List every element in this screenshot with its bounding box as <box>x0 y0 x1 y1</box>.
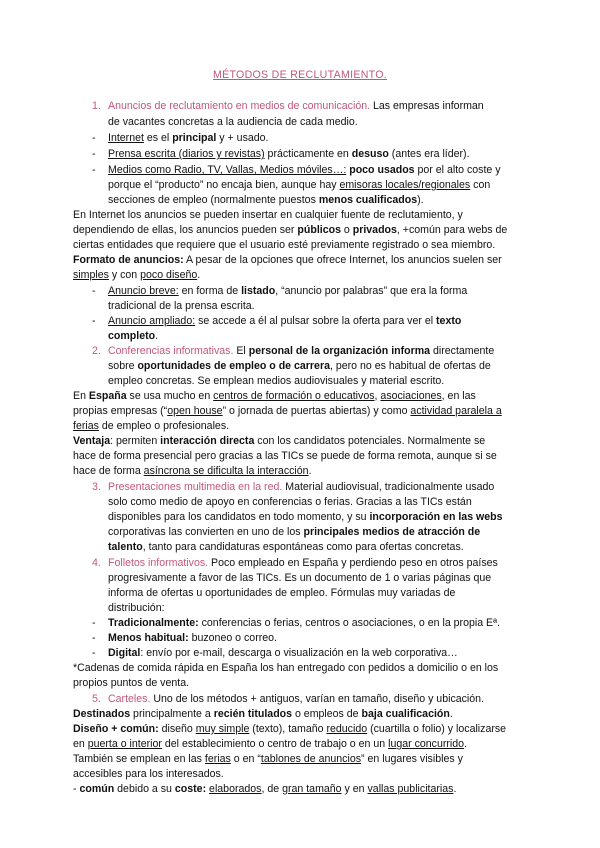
text: en <box>73 738 88 750</box>
text: o empleos de <box>292 708 362 720</box>
section-4-line-1 <box>108 556 498 571</box>
text: . <box>449 708 453 720</box>
text: tablones de anuncios <box>260 753 362 765</box>
text: Tradicionalmente: <box>108 617 199 629</box>
text: poco diseño <box>140 269 198 281</box>
text: buzoneo o correo. <box>188 632 277 644</box>
bullet-medios-line-2 <box>108 178 490 193</box>
text: desuso <box>351 148 389 160</box>
text: muy simple <box>195 723 250 735</box>
tambien-line-1 <box>73 752 463 767</box>
formato-line-2 <box>73 268 200 283</box>
text: prácticamente en <box>264 148 352 160</box>
text: : envío por e-mail, descarga o visualización en la web corporativa… <box>140 647 458 659</box>
internet-para-line-3: ciertas entidades que requiere que el usuario esté previamente registrado o sea miembro. <box>73 239 496 251</box>
text: lugar concurrido <box>388 738 465 750</box>
text: Las empresas informan <box>370 100 484 112</box>
anuncio-ampliado-line-2 <box>108 329 158 344</box>
text: dependiendo de ellas, los anuncios pueden ser <box>73 224 298 236</box>
text: . <box>453 783 457 795</box>
internet-para-line-2 <box>73 223 507 238</box>
text: propias empresas (“ <box>73 405 168 417</box>
section-2-line-2 <box>108 359 491 374</box>
anuncio-breve-line-2: tradicional de la prensa escrita. <box>108 300 255 312</box>
tambien-line-2: accesibles para los interesados. <box>73 768 224 780</box>
page-title: MÉTODOS DE RECLUTAMIENTO. <box>212 69 388 81</box>
text: , en las <box>441 390 476 402</box>
text: común <box>79 783 115 795</box>
bullet-dash: - <box>92 132 96 144</box>
section-4-line-4: distribución: <box>108 602 165 614</box>
text: Poco empleado en España y perdiendo peso en otros países <box>208 557 498 569</box>
text: (cuartilla o folio) y localizarse <box>367 723 507 735</box>
text: ferias <box>73 420 99 432</box>
text: oportunidades de empleo o de carrera <box>137 360 330 372</box>
text: recién titulados <box>213 708 293 720</box>
section-3-line-5 <box>108 540 464 555</box>
bullet-digital <box>108 646 458 661</box>
text: sobre <box>108 360 138 372</box>
text: , “anuncio por palabras” que era la forma <box>275 285 468 297</box>
text: se accede a él al pulsar sobre la oferta para ver el <box>195 315 437 327</box>
diseno-line-2 <box>73 737 467 752</box>
text: Ventaja <box>73 435 111 447</box>
text: Formato de anuncios: <box>73 254 184 266</box>
text: se usa mucho en <box>126 390 214 402</box>
text: . <box>308 465 312 477</box>
espana-line-2 <box>73 404 502 419</box>
bullet-dash: - <box>92 632 96 644</box>
text: open house <box>167 405 223 417</box>
text: En <box>73 390 89 402</box>
text: (texto), tamaño <box>249 723 327 735</box>
text: porque el “producto” no encaja bien, aunque hay <box>108 179 340 191</box>
text: es el <box>143 132 173 144</box>
text: baja cualificación <box>361 708 450 720</box>
text: coste: <box>174 783 207 795</box>
anuncio-ampliado-line-1 <box>108 314 461 329</box>
bullet-dash: - <box>92 617 96 629</box>
section-3-line-4 <box>108 525 480 540</box>
text: Anuncio breve: <box>108 285 179 297</box>
internet-para-line-1: En Internet los anuncios se pueden insertar en cualquier fuente de reclutamiento, y <box>73 209 463 221</box>
text: en forma de <box>178 285 242 297</box>
text: disponibles para los candidatos en todo momento, y su <box>108 511 370 523</box>
text: : permiten <box>110 435 161 447</box>
text: Internet <box>108 132 144 144</box>
text: reducido <box>326 723 368 735</box>
bullet-tradicionalmente <box>108 616 500 631</box>
section-4-line-3: informa de ofertas u oportunidades de empleo. Fórmulas muy variadas de <box>108 587 456 599</box>
text: diseño <box>158 723 196 735</box>
section-2-number: 2. <box>92 345 101 357</box>
text: Digital <box>108 647 141 659</box>
text: Uno de los métodos + antiguos, varían en tamaño, diseño y ubicación. <box>150 693 485 705</box>
text: menos cualificados <box>318 194 418 206</box>
text: principalmente a <box>130 708 214 720</box>
text: - <box>73 783 80 795</box>
text: talento <box>108 541 143 553</box>
text: simples <box>73 269 109 281</box>
text: . <box>155 330 159 342</box>
bullet-dash: - <box>92 285 96 297</box>
text: centros de formación o educativos <box>213 390 375 402</box>
bullet-dash: - <box>92 148 96 160</box>
text: Material audiovisual, tradicionalmente usado <box>282 481 495 493</box>
text: de empleo o profesionales. <box>98 420 230 432</box>
section-5-number: 5. <box>92 693 101 705</box>
text: , pero no es habitual de ofertas de <box>329 360 491 372</box>
text: Medios como Radio, TV, Vallas, Medios móviles…: <box>108 164 347 176</box>
text: , <box>374 390 381 402</box>
comun-line <box>73 782 456 797</box>
section-2-line-3: empleo concretas. Se emplean medios audiovisuales y material escrito. <box>108 375 445 387</box>
section-4-line-2: progresivamente a favor de las TICs. Es un documento de 1 o varias páginas que <box>108 572 492 584</box>
text: ” en lugares visibles y <box>361 753 463 765</box>
text: A pesar de la opciones que ofrece Internet, los anuncios suelen ser <box>183 254 502 266</box>
anuncio-breve-line-1 <box>108 284 467 299</box>
formato-line-1 <box>73 253 502 268</box>
bullet-dash: - <box>92 164 96 176</box>
text: (antes era líder). <box>388 148 470 160</box>
text: ” o jornada de puertas abiertas) y como <box>222 405 411 417</box>
section-1-number: 1. <box>92 100 101 112</box>
note-line-2: propios puntos de venta. <box>73 677 190 689</box>
section-1-line-1 <box>108 99 484 114</box>
bullet-prensa <box>108 147 470 162</box>
text: directamente <box>430 345 495 357</box>
text: completo <box>108 330 156 342</box>
text: con los candidatos potenciales. Normalmente se <box>254 435 486 447</box>
text: y en <box>341 783 368 795</box>
text: Destinados <box>73 708 131 720</box>
text: por el alto coste y <box>414 164 501 176</box>
text: , +común para webs de <box>396 224 508 236</box>
section-3-line-1 <box>108 480 494 495</box>
text: ferias <box>204 753 231 765</box>
text: principales medios de atracción de <box>303 526 481 538</box>
section-1-line-2: de vacantes concretas a la audiencia de cada medio. <box>108 116 358 128</box>
ventaja-line-1 <box>73 434 485 449</box>
section-5-line-1 <box>108 692 484 707</box>
text: o <box>340 224 353 236</box>
bullet-medios-line-1 <box>108 163 501 178</box>
text: o en “ <box>230 753 261 765</box>
section-3-heading: Presentaciones multimedia en la red. <box>108 481 283 493</box>
text: . <box>464 738 468 750</box>
text: asociaciones <box>380 390 442 402</box>
section-2-heading: Conferencias informativas. <box>108 345 234 357</box>
text: poco usados <box>349 164 415 176</box>
text: y + usado. <box>216 132 269 144</box>
ventaja-line-2: hace de forma presencial pero gracias a las TICs se puede de forma remota, aunque si se <box>73 450 497 462</box>
text: hace de forma <box>73 465 144 477</box>
text: principal <box>172 132 217 144</box>
text: . <box>197 269 201 281</box>
section-2-line-1 <box>108 344 494 359</box>
text: públicos <box>297 224 341 236</box>
text: secciones de empleo (normalmente puestos <box>108 194 319 206</box>
text: privados <box>352 224 397 236</box>
text: con <box>470 179 491 191</box>
text: incorporación en las webs <box>369 511 503 523</box>
section-3-line-2: solo como medio de apoyo en conferencias o ferias. Gracias a las TICs están <box>108 496 472 508</box>
section-4-heading: Folletos informativos. <box>108 557 209 569</box>
text: puerta o interior <box>87 738 162 750</box>
bullet-medios-line-3 <box>108 193 424 208</box>
text: emisoras locales/regionales <box>339 179 471 191</box>
text: corporativas las convierten en uno de los <box>108 526 304 538</box>
bullet-dash: - <box>92 647 96 659</box>
section-5-heading: Carteles. <box>108 693 151 705</box>
text: ). <box>417 194 424 206</box>
text: , de <box>261 783 283 795</box>
espana-line-3 <box>73 419 229 434</box>
bullet-internet <box>108 131 268 146</box>
text: debido a su <box>114 783 175 795</box>
text: elaborados <box>209 783 262 795</box>
text: interacción directa <box>160 435 255 447</box>
ventaja-line-3 <box>73 464 312 479</box>
note-line-1: *Cadenas de comida rápida en España los han entregado con pedidos a domicilio o en los <box>73 662 499 674</box>
bullet-menos-habitual <box>108 631 277 646</box>
bullet-dash: - <box>92 315 96 327</box>
text: del establecimiento o centro de trabajo o en un <box>161 738 389 750</box>
text: listado <box>241 285 276 297</box>
text: gran tamaño <box>282 783 342 795</box>
text: asíncrona se dificulta la interacción <box>143 465 309 477</box>
destinados-line <box>73 707 453 722</box>
text: Prensa escrita (diarios y revistas) <box>108 148 265 160</box>
text: Anuncio ampliado: <box>108 315 196 327</box>
text: actividad paralela a <box>410 405 502 417</box>
section-4-number: 4. <box>92 557 101 569</box>
section-3-line-3 <box>108 510 503 525</box>
text: Diseño + común: <box>73 723 159 735</box>
section-1-heading: Anuncios de reclutamiento en medios de comunicación. <box>108 100 371 112</box>
text: Menos habitual: <box>108 632 189 644</box>
text: También se emplean en las <box>73 753 205 765</box>
text: El <box>233 345 249 357</box>
text: España <box>88 390 127 402</box>
text: personal de la organización informa <box>248 345 431 357</box>
text: , tanto para candidaturas espontáneas como para ofertas concretas. <box>142 541 464 553</box>
text: vallas publicitarias <box>367 783 454 795</box>
text: conferencias o ferias, centros o asociaciones, o en la propia Eª. <box>198 617 500 629</box>
diseno-line-1 <box>73 722 506 737</box>
text: texto <box>436 315 462 327</box>
espana-line-1 <box>73 389 476 404</box>
section-3-number: 3. <box>92 481 101 493</box>
text: y con <box>108 269 141 281</box>
